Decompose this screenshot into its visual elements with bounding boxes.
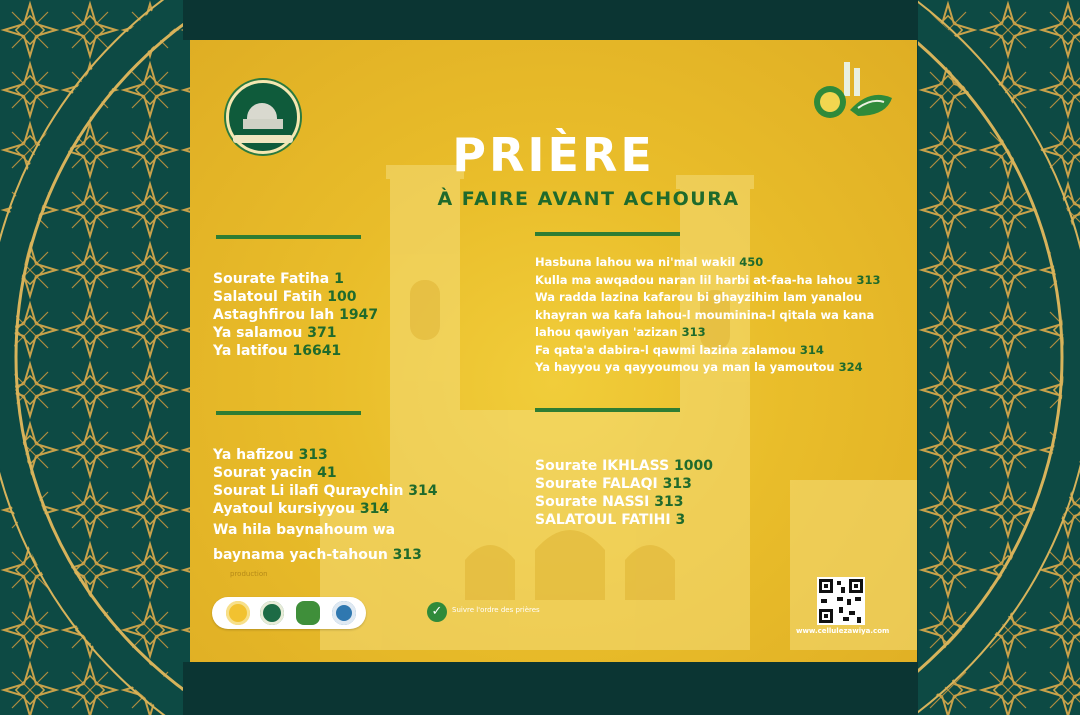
page-title: PRIÈRE [452, 128, 655, 182]
check-circle-icon: ✓ [427, 602, 447, 622]
list-item: Ya hayyou ya qayyoumou ya man la yamoutou 324 [535, 360, 863, 374]
sun-logo-icon [226, 601, 250, 625]
page-subtitle: À FAIRE AVANT ACHOURA [437, 188, 740, 210]
section-divider [535, 232, 680, 236]
list-item: Hasbuna lahou wa ni'mal wakil 450 [535, 255, 764, 269]
list-item: Ya hafizou 313 [213, 447, 328, 463]
right-ornament-panel [918, 0, 1080, 715]
left-ornament-panel [0, 0, 190, 715]
list-item: baynama yach-tahoun 313 [213, 547, 422, 563]
list-item: Astaghfirou lah 1947 [213, 307, 379, 323]
section-divider [535, 408, 680, 412]
order-note: Suivre l'ordre des prières [452, 606, 540, 614]
list-item: Sourate FALAQI 313 [535, 476, 692, 492]
production-credit: production [230, 570, 268, 578]
list-item: lahou qawiyan 'azizan 313 [535, 325, 706, 339]
bottom-frame-strip [183, 662, 918, 715]
list-item: Fa qata'a dabira-l qawmi lazina zalamou 314 [535, 342, 824, 357]
list-item: Sourate NASSI 313 [535, 494, 684, 510]
list-item: SALATOUL FATIHI 3 [535, 512, 686, 528]
geometric-pattern-icon [918, 0, 1080, 715]
list-item: Wa hila baynahoum wa [213, 522, 396, 538]
prayer-list-4 [535, 457, 713, 529]
globe-logo-icon [332, 601, 356, 625]
geometric-pattern-icon [0, 0, 190, 715]
achoura-logo-icon [296, 601, 320, 625]
prayer-list-1 [213, 270, 378, 360]
section-divider [216, 411, 361, 415]
prayer-poster [190, 40, 917, 662]
list-item: Ya salamou 371 [213, 325, 337, 341]
prayer-list-3 [213, 446, 438, 568]
list-item: Sourat yacin 41 [213, 465, 337, 481]
prayer-list-2 [535, 254, 880, 377]
list-item: khayran wa kafa lahou-l mouminina-l qitala wa kana [535, 307, 875, 322]
website-link[interactable]: www.cellulezawiya.com [796, 627, 890, 635]
zawiya-emblem-icon [260, 601, 284, 625]
list-item: Sourate Fatiha 1 [213, 271, 344, 287]
qr-code-icon [817, 577, 865, 625]
achoura-logo-icon [808, 58, 898, 128]
section-divider [216, 235, 361, 239]
list-item: Sourate IKHLASS 1000 [535, 458, 713, 474]
list-item: Ayatoul kursiyyou 314 [213, 501, 390, 517]
list-item: Kulla ma awqadou naran lil harbi at-faa-ha lahou 313 [535, 272, 881, 287]
list-item: Salatoul Fatih 100 [213, 289, 357, 305]
list-item: Ya latifou 16641 [213, 343, 342, 359]
list-item: Wa radda lazina kafarou bi ghayzihim lam yanalou [535, 290, 863, 304]
top-frame-strip [183, 0, 918, 40]
list-item: Sourat Li ilafi Quraychin 314 [213, 483, 438, 499]
partner-logos [212, 597, 366, 629]
